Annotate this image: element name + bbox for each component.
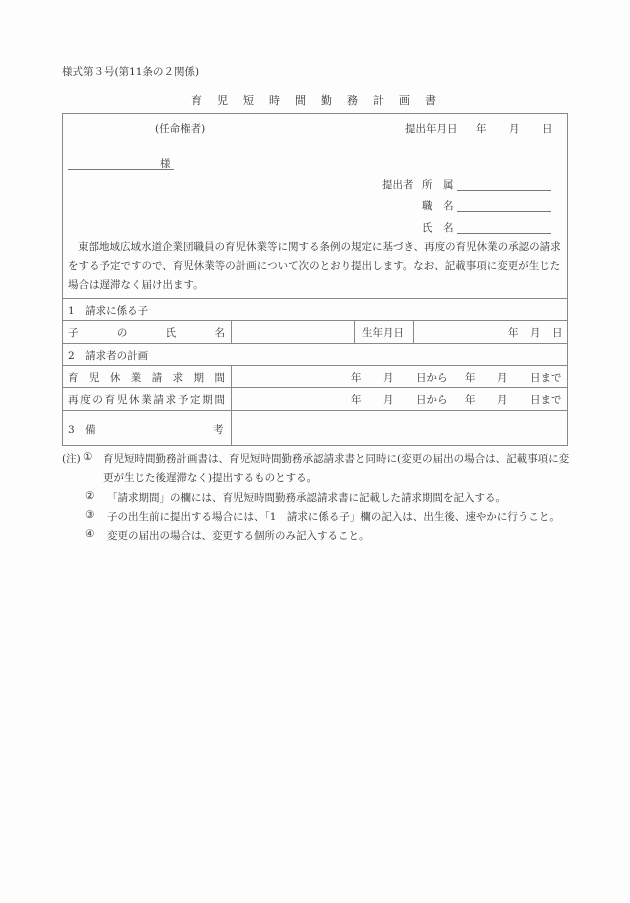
- label-char: 定: [190, 394, 201, 406]
- childcare-leave-period-label: [68, 370, 225, 385]
- remarks-label-left: 3 備: [68, 424, 96, 436]
- section2-title: 2 請求者の計画: [68, 350, 149, 362]
- submitter-label: 提出者: [382, 179, 414, 191]
- divider: [413, 320, 414, 343]
- submission-day[interactable]: 日: [542, 123, 553, 135]
- affiliation-label: 所 属: [422, 179, 454, 191]
- period-end-day[interactable]: 日まで: [530, 372, 562, 384]
- note-marker: ②: [85, 490, 95, 502]
- label-char: 再: [68, 394, 79, 406]
- repeat-start-month[interactable]: 月: [383, 394, 394, 406]
- child-name-label-char: 子: [68, 327, 79, 339]
- job-title-label: 職 名: [422, 200, 454, 212]
- section1-title: 1 請求に係る子: [68, 305, 149, 317]
- label-char: 休: [109, 372, 121, 384]
- affiliation-field[interactable]: [457, 190, 551, 191]
- birth-month[interactable]: 月: [530, 327, 541, 339]
- submission-year[interactable]: 年: [476, 123, 487, 135]
- remarks-label-right: 考: [213, 424, 224, 436]
- child-name-label-char: 氏: [165, 327, 177, 339]
- divider: [62, 298, 568, 299]
- label-char: 間: [214, 372, 225, 384]
- label-char: 請: [151, 372, 163, 384]
- child-name-label-char: 名: [214, 327, 225, 339]
- note-marker: ①: [83, 451, 93, 463]
- repeat-end-day[interactable]: 日まで: [530, 394, 562, 406]
- name-label: 氏 名: [422, 222, 454, 234]
- label-char: 予: [177, 394, 189, 406]
- repeat-start-year[interactable]: 年: [351, 394, 362, 406]
- divider: [354, 320, 355, 343]
- repeat-leave-period-label: [68, 392, 225, 407]
- note-text: 育児短時間勤務計画書は、育児短時間勤務承認請求書と同時に(変更の届出の場合は、記載事項に変: [103, 453, 570, 465]
- repeat-end-month[interactable]: 月: [497, 394, 508, 406]
- repeat-end-year[interactable]: 年: [465, 394, 476, 406]
- appointer-label: (任命権者): [155, 123, 206, 135]
- label-char: 育: [68, 372, 79, 384]
- label-char: 休: [129, 394, 140, 406]
- divider: [62, 365, 568, 366]
- repeat-start-day[interactable]: 日から: [416, 394, 448, 406]
- note-marker: ③: [85, 509, 95, 521]
- job-title-field[interactable]: [457, 211, 551, 212]
- birthdate-label: 生年月日: [362, 327, 404, 339]
- divider: [62, 387, 568, 388]
- remarks-field[interactable]: [232, 411, 567, 445]
- period-start-day[interactable]: 日から: [416, 372, 448, 384]
- period-end-month[interactable]: 月: [497, 372, 508, 384]
- statement-paragraph: 東部地域広域水道企業団職員の育児休業等に関する条例の規定に基づき、再度の育児休業の承認の請求をする予定ですので、育児休業等の計画について次のとおり提出します。なお、記載事項に変更が生じた場合は遅滞なく届け出ます。: [68, 241, 561, 291]
- label-char: 期: [193, 372, 205, 384]
- note-text: 子の出生前に提出する場合には、「1 請求に係る子」欄の記入は、出生後、速やかに行うこと。: [107, 511, 560, 523]
- label-char: 業: [130, 372, 142, 384]
- label-char: 間: [214, 394, 225, 406]
- honorific-label: 様: [160, 158, 171, 170]
- addressee-line[interactable]: [68, 169, 174, 170]
- note-text: 「請求期間」の欄には、育児短時間勤務承認請求書に記載した請求期間を記入する。: [107, 492, 506, 504]
- form-number: 様式第３号(第11条の２関係): [62, 66, 200, 78]
- label-char: 期: [202, 394, 213, 406]
- label-char: 業: [141, 394, 152, 406]
- label-char: の: [92, 394, 103, 406]
- note-text: 変更の届出の場合は、変更する個所のみ記入すること。: [107, 530, 370, 542]
- submission-date-label: 提出年月日: [405, 123, 458, 135]
- child-name-field[interactable]: [232, 321, 353, 342]
- label-char: 育: [104, 394, 116, 406]
- label-char: 児: [116, 394, 128, 406]
- child-name-label: [68, 325, 225, 340]
- label-char: 求: [165, 394, 177, 406]
- name-field[interactable]: [457, 233, 551, 234]
- label-char: 児: [88, 372, 100, 384]
- birth-day[interactable]: 日: [552, 327, 563, 339]
- period-end-year[interactable]: 年: [465, 372, 476, 384]
- notes-prefix: (注): [62, 453, 81, 465]
- period-start-year[interactable]: 年: [351, 372, 362, 384]
- label-char: 度: [80, 394, 91, 406]
- label-char: 請: [153, 394, 164, 406]
- note-text-continued: 更が生じた後遅滞なく)提出するものとする。: [103, 472, 318, 484]
- divider: [62, 343, 568, 344]
- period-start-month[interactable]: 月: [383, 372, 394, 384]
- label-char: 求: [172, 372, 184, 384]
- document-title: 育児短時間勤務計画書: [191, 94, 451, 107]
- child-name-label-char: の: [116, 327, 128, 339]
- submission-month[interactable]: 月: [509, 123, 520, 135]
- birth-year[interactable]: 年: [508, 327, 519, 339]
- note-marker: ④: [85, 528, 95, 540]
